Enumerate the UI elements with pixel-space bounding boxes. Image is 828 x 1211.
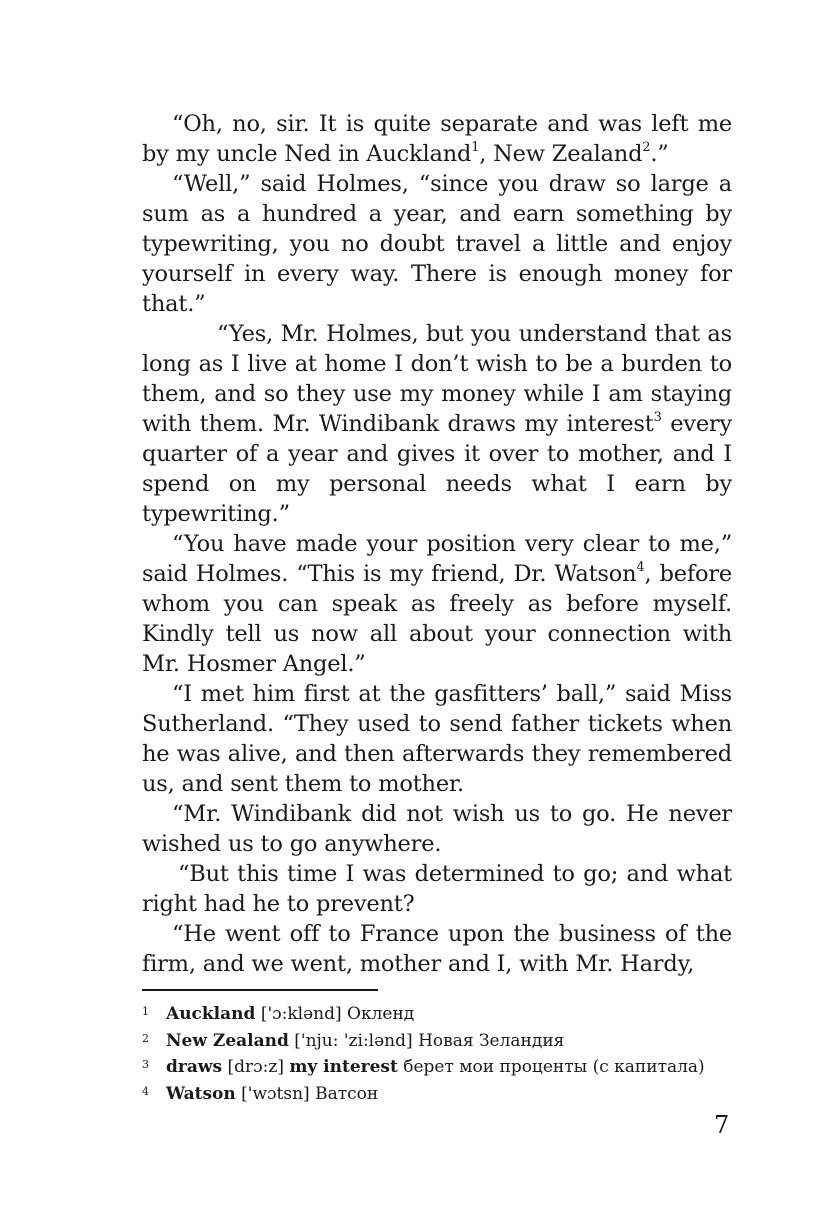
paragraph [142,679,732,799]
footnote-ref: 3 [653,409,662,425]
page-number: 7 [714,1111,730,1139]
footnote-ref: 4 [636,559,645,575]
paragraph-text: “Mr. Windibank did not wish us to go. He never wished us to go anywhere. [142,801,732,857]
paragraph-text: every quarter of a year and gives it over to mother, and I spend on my personal needs what I earn by typewriting.” [142,411,732,527]
footnote-term: draws [166,1057,223,1077]
paragraph-text: “He went off to France upon the business of the firm, and we went, mother and I, with Mr. Hardy, [142,921,732,977]
footnote-term: New Zealand [166,1030,289,1051]
paragraph-text: “Oh, no, sir. It is quite separate and was left me by my uncle Ned in Auckland [142,111,732,167]
footnote-number: 3 [142,1058,149,1071]
paragraph-text: “You have made your position very clear to me,” said Holmes. “This is my friend, Dr. Watson [142,531,732,587]
footnote-ref: 1 [471,139,480,155]
paragraph [142,529,732,679]
footnote [142,1029,742,1056]
footnote-ref: 2 [642,139,651,155]
footnote [142,1055,742,1082]
paragraph [142,169,732,319]
footnote [142,1082,742,1109]
footnote-translation: берет мои проценты (с капитала) [403,1057,705,1077]
footnote-translation: Ватсон [315,1083,379,1104]
body-text [142,109,732,979]
footnote-transcription: ['nju: 'zi:lənd] [294,1030,413,1051]
paragraph-text: “Well,” said Holmes, “since you draw so large a sum as a hundred a year, and earn something by typewriting, you no doubt travel a little and enjoy yourself in every way. There is enough money for that.” [142,171,732,317]
footnote-transcription: [drɔ:z] [227,1057,284,1077]
footnote-translation: Окленд [347,1004,415,1024]
footnote-divider [142,989,378,991]
paragraph [142,919,732,979]
footnote-term: Auckland [166,1004,256,1024]
paragraph-text: “But this time I was determined to go; and what right had he to prevent? [142,861,732,917]
paragraph-text: , New Zealand [479,141,643,167]
paragraph-text: “Yes, Mr. Holmes, but you understand that as long as I live at home I don’t wish to be a burden to them, and so they use my money while I am staying with them. Mr. Windibank draws my interest [142,321,732,437]
footnote-number: 4 [142,1084,149,1098]
footnote [142,1002,742,1029]
paragraph [142,319,732,529]
footnote-term-secondary: my interest [289,1057,398,1077]
paragraph [142,799,732,859]
paragraph [142,859,732,919]
footnote-translation: Новая Зеландия [418,1030,565,1051]
footnote-transcription: ['ɔ:klənd] [260,1004,342,1024]
footnote-number: 2 [142,1031,149,1045]
paragraph-text: , before whom you can speak as freely as before myself. Kindly tell us now all about your connection with Mr. Hosmer Angel.” [142,561,732,677]
paragraph-text: “I met him first at the gasfitters’ ball,” said Miss Sutherland. “They used to send father tickets when he was alive, and then afterwards they remembered us, and sent them to mother. [142,681,732,797]
paragraph-text: .” [650,141,669,167]
footnote-term: Watson [166,1083,236,1104]
footnotes [142,1002,742,1108]
paragraph [142,109,732,169]
footnote-number: 1 [142,1005,149,1018]
footnote-transcription: ['wɔtsn] [241,1083,310,1104]
